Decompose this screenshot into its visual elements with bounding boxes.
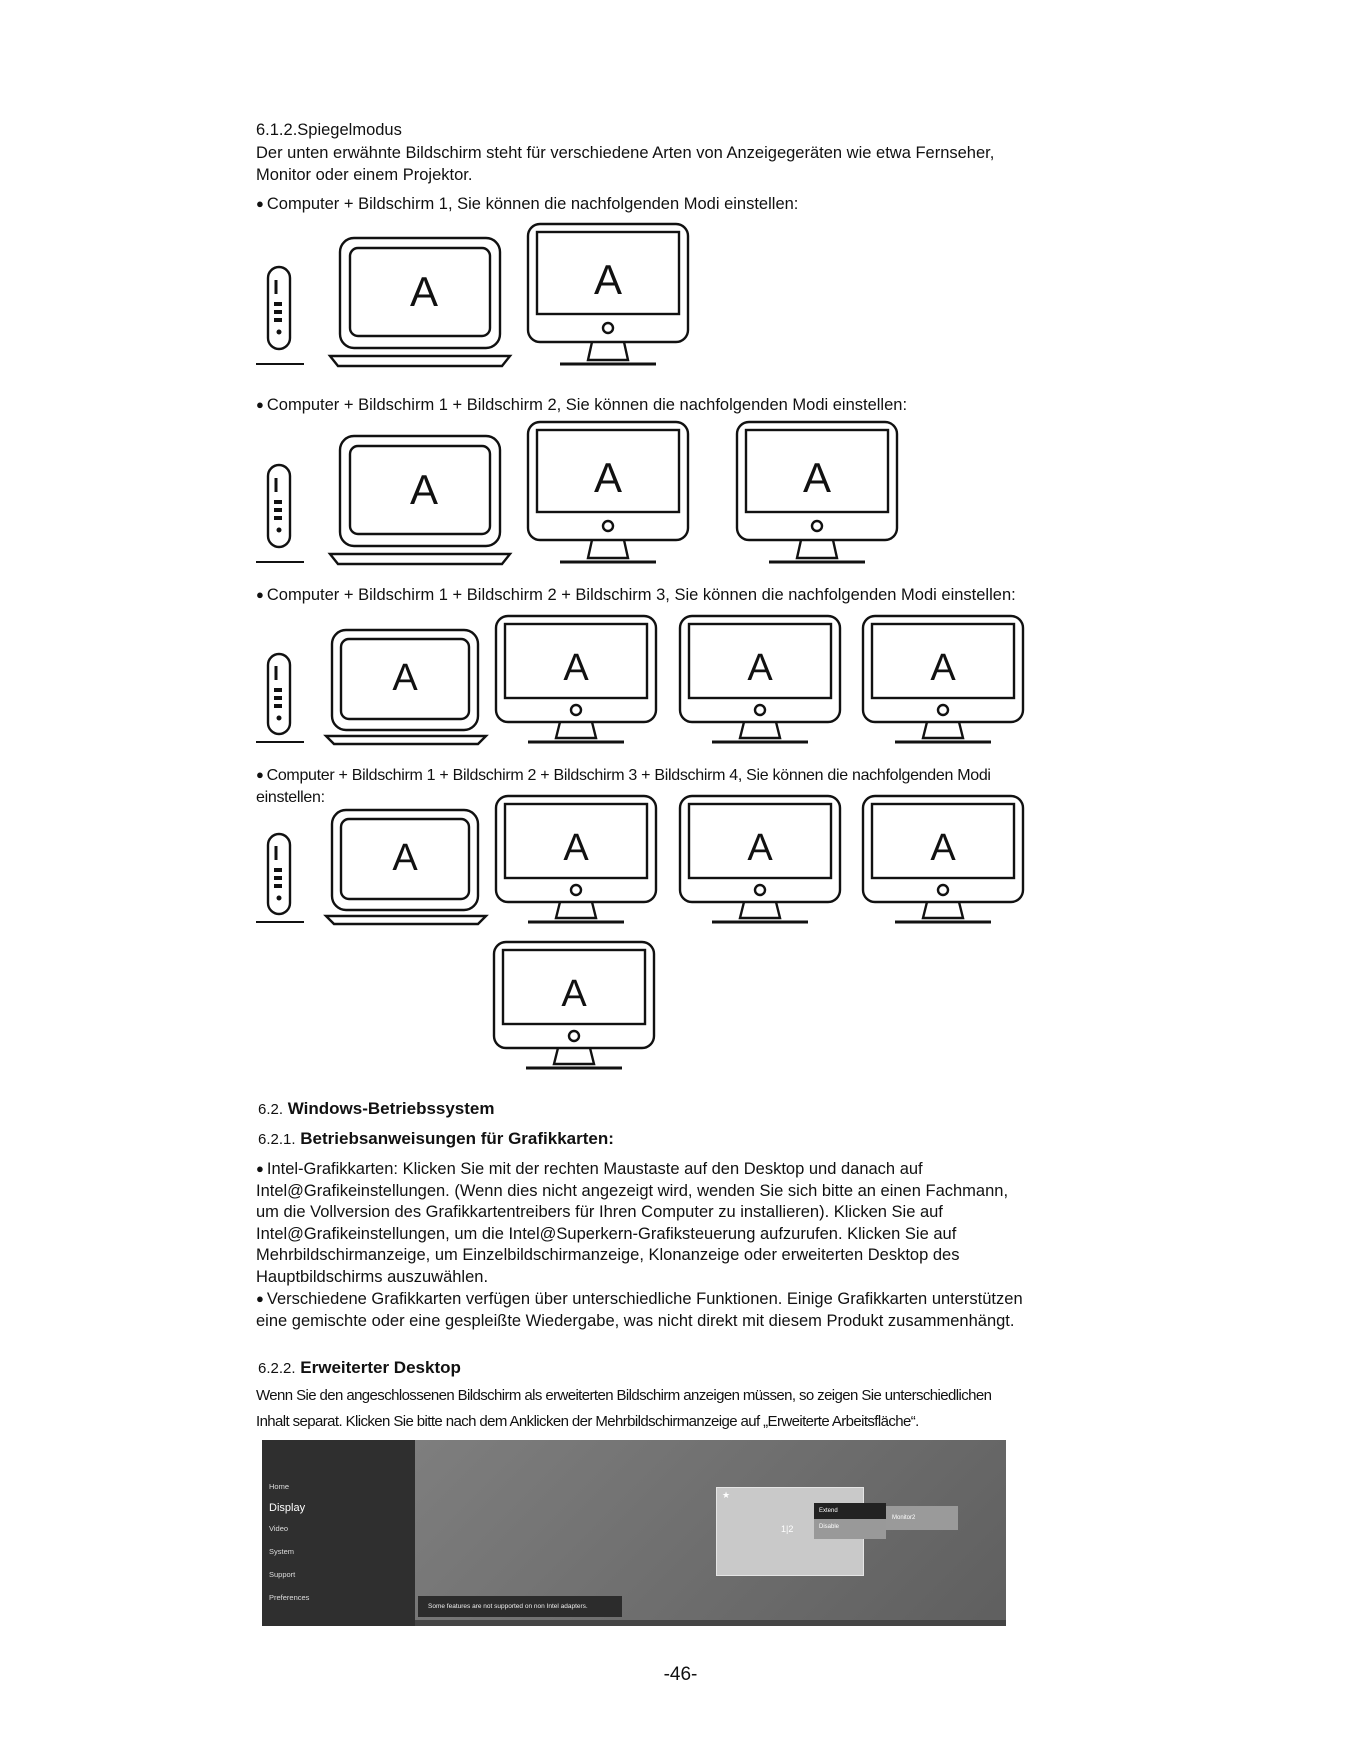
diagram-row-1 (254, 222, 714, 372)
laptop-icon (326, 810, 486, 924)
dock-icon (256, 834, 304, 922)
bullet-dot: ● (256, 587, 264, 602)
screenshot-sidebar-item: Video (269, 1524, 289, 1533)
section-6-2-1-heading (258, 1129, 614, 1149)
gpu-paragraph-2 (256, 1288, 1026, 1332)
diagram-row-2 (254, 420, 934, 570)
monitor-icon (494, 942, 654, 1068)
monitor-icon (528, 422, 688, 562)
laptop-icon (326, 630, 486, 744)
screen-letter: A (561, 973, 587, 1015)
section-title: Erweiterter Desktop (300, 1358, 461, 1377)
screenshot-card-label: 1|2 (781, 1524, 794, 1534)
bullet-dot: ● (256, 1161, 264, 1176)
monitor-icon (737, 422, 897, 562)
screen-letter: A (563, 647, 589, 689)
star-icon: ★ (722, 1490, 731, 1500)
monitor-icon (496, 796, 656, 922)
screenshot-sidebar (262, 1440, 415, 1626)
bullet-3 (256, 584, 1036, 606)
screen-letter: A (392, 657, 418, 699)
screenshot-sidebar-item: Display (269, 1502, 306, 1514)
screen-letter: A (563, 827, 589, 869)
screenshot-bottom-bar (415, 1620, 1006, 1626)
screen-letter: A (802, 454, 832, 501)
mirror-heading: 6.1.2.Spiegelmodus (256, 121, 402, 139)
page-number: -46- (663, 1664, 698, 1685)
gpu-paragraph-1 (256, 1158, 1026, 1288)
section-title: Betriebsanweisungen für Grafikkarten: (300, 1129, 614, 1148)
section-number: 6.2.1. (258, 1131, 296, 1148)
monitor-icon (680, 796, 840, 922)
screen-letter: A (930, 827, 956, 869)
screenshot-sidebar-item: Home (269, 1482, 290, 1491)
screen-letter: A (747, 647, 773, 689)
diagram-row-3 (254, 614, 1034, 750)
bullet-4-text: Computer + Bildschirm 1 + Bildschirm 2 + Bildschirm 3 + Bildschirm 4, Sie können die nachfolgenden Modi einstellen: (256, 767, 991, 806)
bullet-dot: ● (256, 196, 264, 211)
screen-letter: A (593, 256, 623, 303)
screenshot-menu-item: Extend (814, 1503, 886, 1519)
bullet-3-text: Computer + Bildschirm 1 + Bildschirm 2 + Bildschirm 3, Sie können die nachfolgenden Modi einstellen: (266, 586, 1016, 604)
bullet-dot: ● (256, 397, 264, 412)
extended-desktop-paragraph: Wenn Sie den angeschlossenen Bildschirm als erweiterten Bildschirm anzeigen müssen, so zeigen Sie unterschiedlichen Inhalt separat. Klicken Sie bitte nach dem Anklicken der Mehrbildschirmanzeige auf „Erweiterte Arbeitsfläche“. (256, 1387, 992, 1430)
screenshot-sidebar-item: Preferences (269, 1593, 310, 1602)
screen-letter: A (409, 466, 439, 513)
bullet-1-text: Computer + Bildschirm 1, Sie können die nachfolgenden Modi einstellen: (266, 195, 799, 213)
screenshot-menu-item: Disable (819, 1524, 840, 1530)
monitor-icon (863, 796, 1023, 922)
screen-letter: A (930, 647, 956, 689)
monitor-icon (528, 224, 688, 364)
screen-letter: A (392, 837, 418, 879)
screenshot-submenu: Monitor2 (886, 1506, 958, 1530)
screenshot-context-menu (814, 1503, 886, 1539)
diagram-row-4 (254, 794, 1034, 930)
monitor-icon (680, 616, 840, 742)
bullet-1 (256, 193, 1036, 215)
bullet-dot: ● (256, 767, 264, 782)
section-number: 6.2. (258, 1101, 284, 1118)
screen-letter: A (409, 268, 439, 315)
mirror-intro: Der unten erwähnte Bildschirm steht für verschiedene Arten von Anzeigegeräten wie etwa Fernseher, Monitor oder einem Projektor. (256, 144, 995, 184)
screenshot-sidebar-item: System (269, 1547, 295, 1556)
dock-icon (256, 465, 304, 562)
dock-icon (256, 267, 304, 364)
screen-letter: A (593, 454, 623, 501)
dock-icon (256, 654, 304, 742)
laptop-icon (330, 436, 510, 564)
section-6-2-2-heading (258, 1358, 461, 1378)
screenshot-toast: Some features are not supported on non Intel adapters. (418, 1596, 622, 1617)
laptop-icon (330, 238, 510, 366)
section-title: Windows-Betriebssystem (287, 1099, 495, 1118)
intel-graphics-screenshot (262, 1440, 1006, 1626)
section-6-2-heading (258, 1099, 495, 1119)
screenshot-sidebar-item: Support (269, 1570, 296, 1579)
gpu-paragraph-1-text: Intel-Grafikkarten: Klicken Sie mit der rechten Maustaste auf den Desktop und danach auf Intel@Grafikeinstellungen. (Wenn dies nicht angezeigt wird, wenden Sie sich bitte an einen Fachmann, um die Vollversion des Grafikkartentreibers für Ihren Computer zu installieren). Klicken Sie auf Intel@Grafikeinstellungen, um die Intel@Superkern-Grafiksteuerung aufzurufen. Klicken Sie auf Mehrbildschirmanzeige, um Einzelbildschirmanzeige, Klonanzeige oder erweiterten Desktop des Hauptbildschirms auszuwählen. (256, 1160, 1009, 1286)
screen-letter: A (747, 827, 773, 869)
monitor-icon (496, 616, 656, 742)
diagram-row-4-extra (254, 940, 674, 1076)
bullet-2-text: Computer + Bildschirm 1 + Bildschirm 2, Sie können die nachfolgenden Modi einstellen: (266, 396, 908, 414)
gpu-paragraph-2-text: Verschiedene Grafikkarten verfügen über unterschiedliche Funktionen. Einige Grafikkarten unterstützen eine gemischte oder eine gespleißte Wiedergabe, was nicht direkt mit diesem Produkt zusammenhängt. (256, 1290, 1023, 1330)
bullet-dot: ● (256, 1291, 264, 1306)
section-number: 6.2.2. (258, 1360, 296, 1377)
monitor-icon (863, 616, 1023, 742)
bullet-2 (256, 394, 1036, 416)
